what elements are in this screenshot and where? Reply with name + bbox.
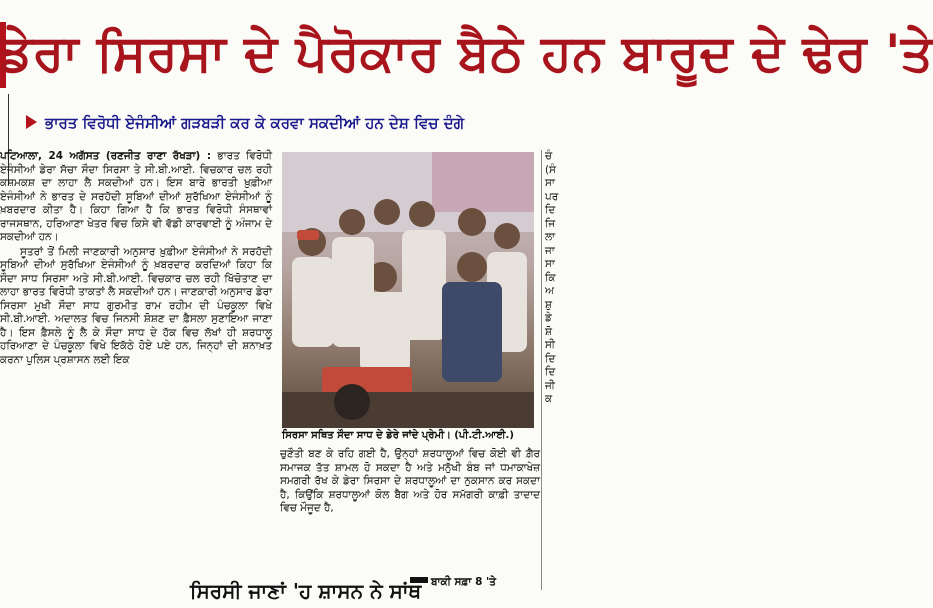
crowd-photo-illustration xyxy=(282,152,534,428)
next-article-headline: ਸਿਰਸੀ ਜਾਣਾਂ 'ਹ ਸ਼ਾਸਨ ਨੇ ਸਾਂਥ xyxy=(190,579,422,603)
continued-text: ਬਾਕੀ ਸਫ਼ਾ 8 'ਤੇ xyxy=(431,576,496,588)
article-para-1-text: ਭਾਰਤ ਵਿਰੋਧੀ ਏਜੰਸੀਆਂ ਡੇਰਾ ਸੱਚਾ ਸੌਦਾ ਸਿਰਸਾ ਤੇ ਸੀ.ਬੀ.ਆਈ. ਵਿਚਕਾਰ ਚਲ ਰਹੀ ਕਸ਼ਮਕਸ਼ ਦਾ ਲਾਹਾ ਲੈ ਸਕਦੀਆਂ ਹਨ। ਇਸ ਬਾਰੇ ਭਾਰਤੀ ਖ਼ੁਫ਼ੀਆ ਏਜੰਸੀਆਂ ਨੇ ਭਾਰਤ ਦੇ ਸਰਹੱਦੀ ਸੂਬਿਆਂ ਦੀਆਂ ਸੁਰੱਖਿਆ ਏਜੰਸੀਆਂ ਨੂੰ ਖ਼ਬਰਦਾਰ ਕੀਤਾ ਹੈ। ਕਿਹਾ ਗਿਆ ਹੈ ਕਿ ਭਾਰਤ ਵਿਰੋਧੀ ਸੰਸਥਾਵਾਂ ਰਾਜਸਥਾਨ, ਹਰਿਆਣਾ ਖੇਤਰ ਵਿਚ ਕਿਸੇ ਵੀ ਵੱਡੀ ਕਾਰਵਾਈ ਨੂੰ ਅੰਜਾਮ ਦੇ ਸਕਦੀਆਂ ਹਨ। xyxy=(0,150,273,243)
column-rule-right xyxy=(541,150,542,590)
photo-caption: ਸਿਰਸਾ ਸਥਿਤ ਸੌਦਾ ਸਾਧ ਦੇ ਡੇਰੇ ਜਾਂਦੇ ਪ੍ਰੇਮੀ। (ਪੀ.ਟੀ.ਆਈ.) xyxy=(282,430,514,441)
subheadline xyxy=(26,114,556,140)
article-continuation: ਚੁਣੌਤੀ ਬਣ ਕੇ ਰਹਿ ਗਈ ਹੈ, ਉਨ੍ਹਾਂ ਸ਼ਰਧਾਲੂਆਂ ਵਿਚ ਕੋਈ ਵੀ ਗ਼ੈਰ ਸਮਾਜਕ ਤੱਤ ਸ਼ਾਮਲ ਹੋ ਸਕਦਾ ਹੈ ਅਤੇ ਮਨੁੱਖੀ ਬੰਬ ਜਾਂ ਧਮਾਕਾਖੇਜ਼ ਸਮਗਰੀ ਰੱਖ ਕੇ ਡੇਰਾ ਸਿਰਸਾ ਦੇ ਸ਼ਰਧਾਲੂਆਂ ਦਾ ਨੁਕਸਾਨ ਕਰ ਸਕਦਾ ਹੈ, ਕਿਉਂਕਿ ਸ਼ਰਧਾਲੂਆਂ ਕੋਲ ਬੈਗ ਅਤੇ ਹੋਰ ਸਮੱਗਰੀ ਕਾਫ਼ੀ ਤਾਦਾਦ ਵਿਚ ਮੌਜੂਦ ਹੈ, xyxy=(280,448,540,514)
adjacent-article-fragment: ਚੰ (ਸੰ ਸਾ ਪਰ ਦਿ ਜਿ ਲਾ ਜਾ ਸਾ ਕਿ ਅ ਸ਼ੁ ਡੇ ਸ਼ੋ ਸੀ ਦਿ ਦਿ ਜੀ ਕ xyxy=(545,150,559,405)
news-photo xyxy=(282,152,534,428)
subheadline-text: ਭਾਰਤ ਵਿਰੋਧੀ ਏਜੰਸੀਆਂ ਗੜਬੜੀ ਕਰ ਕੇ ਕਰਵਾ ਸਕਦੀਆਂ ਹਨ ਦੇਸ਼ ਵਿਚ ਦੰਗੇ xyxy=(45,114,465,132)
dateline: ਪਟਿਆਲਾ, 24 ਅਗੱਸਤ (ਰਣਜੀਤ ਰਾਣਾ ਰੱਖੜਾ) : xyxy=(0,150,212,162)
article-para-2: ਸੂਤਰਾਂ ਤੋਂ ਮਿਲੀ ਜਾਣਕਾਰੀ ਅਨੁਸਾਰ ਖ਼ੁਫ਼ੀਆ ਏਜੰਸੀਆਂ ਨੇ ਸਰਹੱਦੀ ਸੂਬਿਆਂ ਦੀਆਂ ਸੁਰੱਖਿਆ ਏਜੰਸੀਆਂ ਨੂੰ ਖ਼ਬਰਦਾਰ ਕਰਦਿਆਂ ਕਿਹਾ ਕਿ ਸੌਦਾ ਸਾਧ ਸਿਰਸਾ ਅਤੇ ਸੀ.ਬੀ.ਆਈ. ਵਿਚਕਾਰ ਚਲ ਰਹੀ ਖਿੱਚੋਤਾਣ ਦਾ ਲਾਹਾ ਭਾਰਤ ਵਿਰੋਧੀ ਤਾਕਤਾਂ ਲੈ ਸਕਦੀਆਂ ਹਨ। ਜਾਣਕਾਰੀ ਅਨੁਸਾਰ ਡੇਰਾ ਸਿਰਸਾ ਮੁਖੀ ਸੌਦਾ ਸਾਧ ਗੁਰਮੀਤ ਰਾਮ ਰਹੀਮ ਦੀ ਪੰਚਕੂਲਾ ਵਿਖੇ ਸੀ.ਬੀ.ਆਈ. ਅਦਾਲਤ ਵਿਚ ਜਿਨਸੀ ਸ਼ੋਸ਼ਣ ਦਾ ਫ਼ੈਸਲਾ ਸੁਣਾਇਆ ਜਾਣਾ ਹੈ। ਇਸ ਫ਼ੈਸਲੇ ਨੂੰ ਲੈ ਕੇ ਸੌਦਾ ਸਾਧ ਦੇ ਹੱਕ ਵਿਚ ਲੱਖਾਂ ਹੀ ਸ਼ਰਧਾਲੂ ਹਰਿਆਣਾ ਦੇ ਪੰਚਕੂਲਾ ਵਿਖੇ ਇਕੱਠੇ ਹੋਏ ਪਏ ਹਨ, ਜਿਨ੍ਹਾਂ ਦੀ ਸ਼ਨਾਖ਼ਤ ਕਰਨਾ ਪੁਲਿਸ ਪ੍ਰਸ਼ਾਸਨ ਲਈ ਇਕ xyxy=(0,245,272,366)
article-column xyxy=(0,150,272,594)
article-para-1 xyxy=(0,150,272,245)
triangle-bullet-icon xyxy=(26,115,37,129)
headline: ਡੇਰਾ ਸਿਰਸਾ ਦੇ ਪੈਰੋਕਾਰ ਬੈਠੇ ਹਨ ਬਾਰੂਦ ਦੇ ਢੇਰ 'ਤੇ xyxy=(0,24,933,82)
